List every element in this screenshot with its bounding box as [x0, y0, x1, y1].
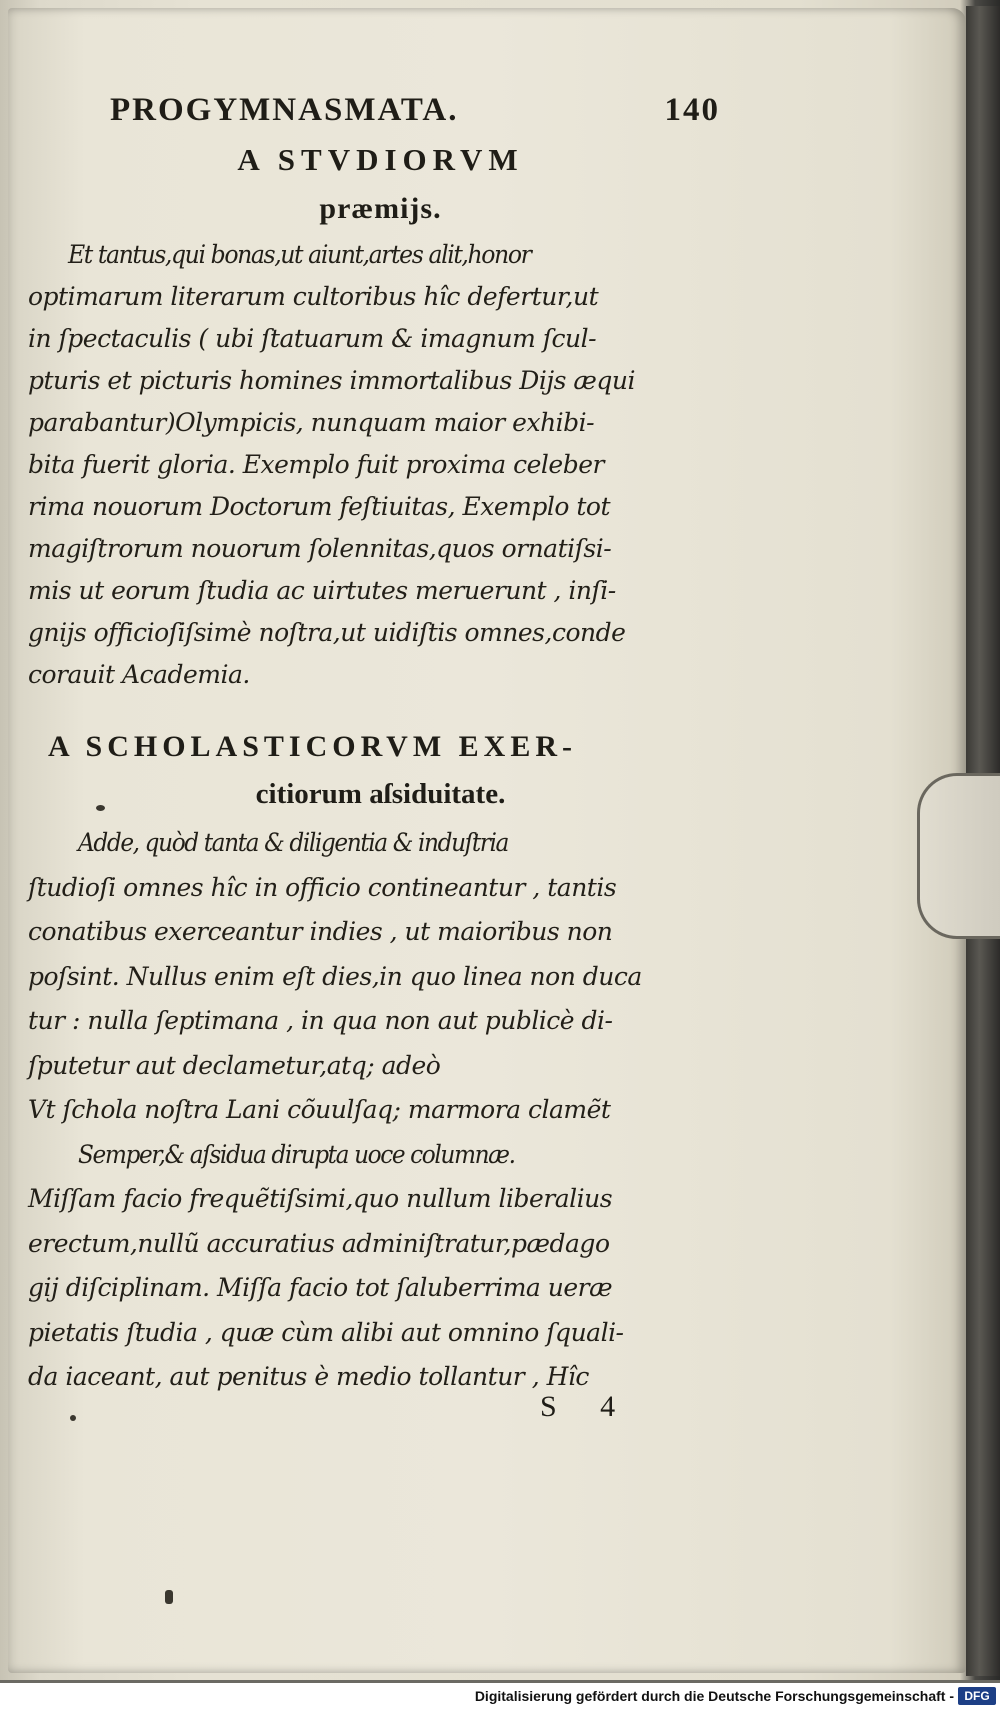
section1-heading-line1: A STVDIORVM [237, 142, 524, 177]
text-line: in ſpectaculis ( ubi ſtatuarum & imagnum ſcul- [28, 324, 597, 353]
text-line: tur : nulla ſeptimana , in qua non aut publicè di- [28, 1006, 613, 1035]
text-line: Adde, quòd tanta & diligentia & induſtria [78, 828, 508, 857]
text-line: parabantur)Olympicis, nunquam maior exhibi- [28, 408, 595, 437]
dfg-logo: DFG [958, 1687, 996, 1705]
text-line: corauit Academia. [28, 660, 250, 689]
ink-speck [165, 1590, 173, 1604]
signature-mark: S 4 [540, 1390, 634, 1423]
page-clip [917, 773, 1000, 939]
text-line: rima nouorum Doctorum feſtiuitas, Exemplo tot [28, 492, 611, 521]
text-line: mis ut eorum ſtudia ac uirtutes meruerunt , inſi- [28, 576, 616, 605]
text-line: Et tantus,qui bonas,ut aiunt,artes alit,honor [68, 240, 531, 269]
section2-heading-line2: citiorum aſsiduitate. [255, 778, 506, 810]
text-line: Vt ſchola noſtra Lani cõuulſaq; marmora clamẽt [28, 1095, 611, 1124]
text-line: magiſtrorum nouorum ſolennitas,quos ornatiſsi- [28, 534, 612, 563]
text-line: ſputetur aut declametur,atq; adeò [28, 1050, 441, 1080]
footer-bar [0, 1683, 1000, 1709]
footer-credit: Digitalisierung gefördert durch die Deutsche Forschungsgemeinschaft - [474, 1688, 954, 1704]
running-head-title: PROGYMNASMATA. [110, 92, 459, 128]
text-line: conatibus exerceantur indies , ut maioribus non [28, 917, 613, 946]
text-line: da iaceant, aut penitus è medio tollantur , Hîc [28, 1362, 589, 1391]
section2-heading-line1: A SCHOLASTICORVM EXER- [48, 730, 578, 763]
section1-heading-line2: præmijs. [319, 192, 442, 225]
text-line: optimarum literarum cultoribus hîc defertur,ut [28, 282, 599, 311]
text-line: ſtudioſi omnes hîc in officio contineantur , tantis [28, 872, 617, 902]
running-head [110, 92, 720, 134]
text-line: Semper,& aſsidua dirupta uoce columnæ. [78, 1139, 515, 1169]
text-line: gij diſciplinam. Miſſa facio tot ſaluberrima ueræ [28, 1273, 613, 1302]
text-line: bita fuerit gloria. Exemplo fuit proxima celeber [28, 450, 604, 479]
page-number: 140 [664, 92, 720, 128]
text-line: erectum,nullũ accuratius adminiſtratur,pædago [28, 1228, 610, 1258]
text-line: pietatis ſtudia , quæ cùm alibi aut omnino ſquali- [28, 1317, 624, 1347]
text-line: gnijs officioſiſsimè noſtra,ut uidiſtis omnes,conde [28, 618, 626, 647]
text-line: poſsint. Nullus enim eſt dies,in quo linea non duca [28, 961, 642, 991]
text-line: pturis et picturis homines immortalibus Dijs æqui [28, 366, 635, 395]
text-line: Miſſam facio frequẽtiſsimi,quo nullum liberalius [28, 1184, 613, 1213]
ink-speck [96, 805, 105, 811]
ink-speck [70, 1415, 76, 1421]
